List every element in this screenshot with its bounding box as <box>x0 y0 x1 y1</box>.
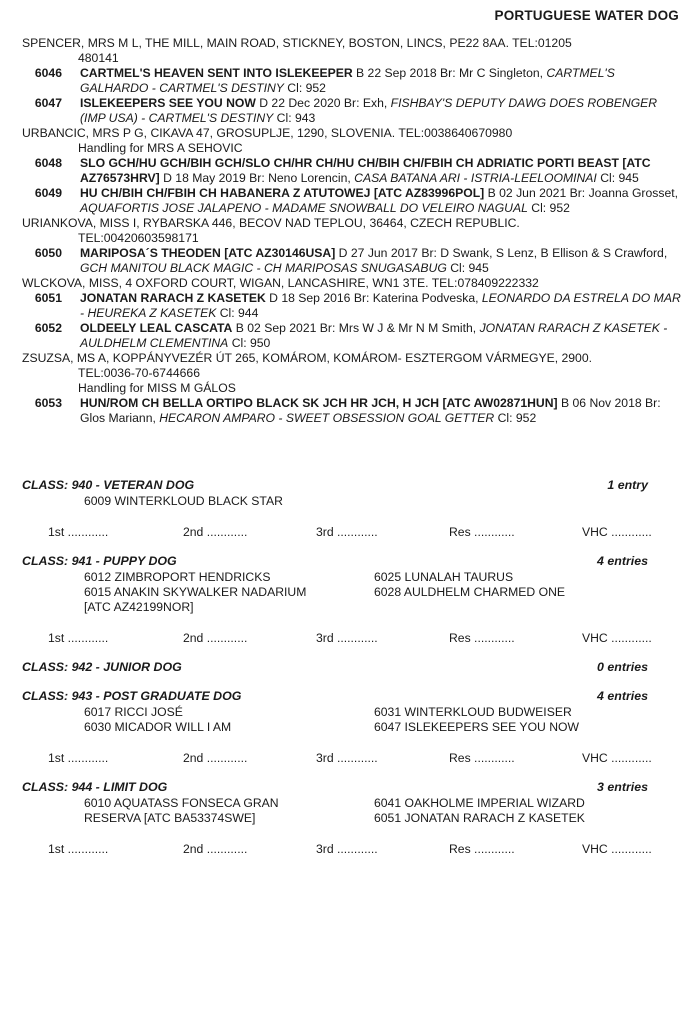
dog-class: Cl: 950 <box>228 336 271 350</box>
class-list <box>22 478 652 871</box>
dog-entry <box>22 396 682 426</box>
dog-pedigree: CASA BATANA ARI - ISTRIA-LEELOOMINAI <box>354 171 597 185</box>
placings-row <box>22 751 652 766</box>
placing-field: VHC ............ <box>582 525 652 539</box>
placing-field: VHC ............ <box>582 631 652 645</box>
class-title: CLASS: 942 - JUNIOR DOG <box>22 660 182 674</box>
class-entry: 6012 ZIMBROPORT HENDRICKS <box>84 570 271 584</box>
handling-note: Handling for MRS A SEHOVIC <box>78 141 243 155</box>
dog-name: SLO GCH/HU GCH/BIH GCH/SLO CH/HR CH/HU CH/BIH CH/FBIH CH ADRIATIC PORTI BEAST [ATC AZ76573HRV] <box>80 156 651 185</box>
owner-address: SPENCER, MRS M L, THE MILL, MAIN ROAD, STICKNEY, BOSTON, LINCS, PE22 8AA. TEL:01205 <box>22 36 572 50</box>
class-entry: RESERVA [ATC BA53374SWE] <box>84 811 256 825</box>
dog-name: CARTMEL'S HEAVEN SENT INTO ISLEKEEPER <box>80 66 353 80</box>
placing-field: VHC ............ <box>582 842 652 856</box>
dog-description <box>80 291 682 321</box>
exhibitor-block <box>22 276 682 351</box>
dog-details: D 27 Jun 2017 Br: D Swank, S Lenz, B Ellison & S Crawford, <box>335 246 668 260</box>
exhibitor-block <box>22 351 682 426</box>
placings-row <box>22 525 652 540</box>
class-entry: 6009 WINTERKLOUD BLACK STAR <box>84 494 283 508</box>
class-header <box>22 689 648 704</box>
owner-address: ZSUZSA, MS A, KOPPÁNYVEZÉR ÚT 265, KOMÁROM, KOMÁROM- ESZTERGOM VÁRMEGYE, 2900. <box>22 351 592 365</box>
catalogue-number: 6047 <box>34 96 62 110</box>
owner-address: WLCKOVA, MISS, 4 OXFORD COURT, WIGAN, LANCASHIRE, WN1 3TE. TEL:078409222332 <box>22 276 539 290</box>
class-title: CLASS: 944 - LIMIT DOG <box>22 780 168 794</box>
class-entry: 6017 RICCI JOSÉ <box>84 705 183 719</box>
breed-header: PORTUGUESE WATER DOG <box>494 8 679 23</box>
class-entry: 6015 ANAKIN SKYWALKER NADARIUM <box>84 585 307 599</box>
owner-address: URBANCIC, MRS P G, CIKAVA 47, GROSUPLJE, 1290, SLOVENIA. TEL:0038640670980 <box>22 126 513 140</box>
catalogue-number: 6050 <box>34 246 62 260</box>
dog-description <box>80 96 682 126</box>
dog-description <box>80 186 682 216</box>
dog-details: B 22 Sep 2018 Br: Mr C Singleton, <box>352 66 547 80</box>
dog-description <box>80 321 682 351</box>
class-block <box>22 478 652 540</box>
class-header <box>22 660 648 675</box>
dog-name: MARIPOSA´S THEODEN [ATC AZ30146USA] <box>80 246 336 260</box>
class-header <box>22 478 648 493</box>
placing-field: Res ............ <box>449 525 515 539</box>
entry-count: 4 entries <box>597 689 648 703</box>
entry-count: 3 entries <box>597 780 648 794</box>
handling-note: Handling for MISS M GÁLOS <box>78 381 236 395</box>
placing-field: Res ............ <box>449 751 515 765</box>
class-entries <box>22 494 648 509</box>
dog-class: Cl: 952 <box>283 81 326 95</box>
owner-address: URIANKOVA, MISS I, RYBARSKA 446, BECOV NAD TEPLOU, 36464, CZECH REPUBLIC. <box>22 216 520 230</box>
dog-details: B 06 Nov 2018 Br: Glos Mariann, <box>80 396 661 425</box>
class-block <box>22 689 652 766</box>
entry-count: 0 entries <box>597 660 648 674</box>
class-entry <box>374 494 644 509</box>
dog-pedigree: HECARON AMPARO - SWEET OBSESSION GOAL GETTER <box>159 411 495 425</box>
placing-field: Res ............ <box>449 842 515 856</box>
placing-field: 1st ............ <box>48 631 109 645</box>
dog-entry <box>22 321 682 351</box>
dog-name: HUN/ROM CH BELLA ORTIPO BLACK SK JCH HR JCH, H JCH [ATC AW02871HUN] <box>80 396 558 410</box>
dog-class: Cl: 952 <box>527 201 570 215</box>
class-entry: 6041 OAKHOLME IMPERIAL WIZARD <box>374 796 585 810</box>
placings-row <box>22 631 652 646</box>
class-entry: 6051 JONATAN RARACH Z KASETEK <box>374 811 585 825</box>
dog-description <box>80 246 682 276</box>
catalogue-number: 6049 <box>34 186 62 200</box>
placing-field: Res ............ <box>449 631 515 645</box>
dog-pedigree: AQUAFORTIS JOSE JALAPENO - MADAME SNOWBALL DO VELEIRO NAGUAL <box>80 201 528 215</box>
catalogue-number: 6052 <box>34 321 62 335</box>
class-header <box>22 554 648 569</box>
dog-pedigree: LEONARDO DA ESTRELA DO MAR - HEUREKA Z KASETEK <box>80 291 681 320</box>
dog-pedigree: GCH MANITOU BLACK MAGIC - CH MARIPOSAS SNUGASABUG <box>80 261 447 275</box>
class-block <box>22 780 652 857</box>
class-entry: 6047 ISLEKEEPERS SEE YOU NOW <box>374 720 580 734</box>
catalogue-number: 6053 <box>34 396 62 410</box>
dog-name: JONATAN RARACH Z KASETEK <box>80 291 266 305</box>
dog-class: Cl: 943 <box>273 111 316 125</box>
class-block <box>22 554 652 646</box>
class-entries <box>22 570 648 615</box>
placing-field: 2nd ............ <box>183 631 248 645</box>
dog-name: ISLEKEEPERS SEE YOU NOW <box>80 96 256 110</box>
exhibitor-block <box>22 126 682 216</box>
dog-entry <box>22 246 682 276</box>
dog-entry <box>22 156 682 186</box>
dog-pedigree: JONATAN RARACH Z KASETEK - AULDHELM CLEMENTINA <box>80 321 668 350</box>
placing-field: 2nd ............ <box>183 751 248 765</box>
dog-details: D 18 May 2019 Br: Neno Lorencin, <box>159 171 355 185</box>
dog-pedigree: FISHBAY'S DEPUTY DAWG DOES ROBENGER (IMP USA) - CARTMEL'S DESTINY <box>80 96 658 125</box>
owner-address: 480141 <box>78 51 119 65</box>
class-entry: 6010 AQUATASS FONSECA GRAN <box>84 796 279 810</box>
class-block <box>22 660 648 675</box>
class-entry: 6025 LUNALAH TAURUS <box>374 570 514 584</box>
dog-name: HU CH/BIH CH/FBIH CH HABANERA Z ATUTOWEJ [ATC AZ83996POL] <box>80 186 485 200</box>
placing-field: 2nd ............ <box>183 842 248 856</box>
exhibitor-block <box>22 36 682 126</box>
class-title: CLASS: 941 - PUPPY DOG <box>22 554 177 568</box>
dog-description <box>80 66 682 96</box>
dog-name: OLDEELY LEAL CASCATA <box>80 321 233 335</box>
dog-description <box>80 156 682 186</box>
entry-count: 1 entry <box>607 478 648 492</box>
catalogue-number: 6048 <box>34 156 62 170</box>
owner-address: TEL:00420603598171 <box>78 231 199 245</box>
class-entries <box>22 796 648 826</box>
dog-details: D 18 Sep 2016 Br: Katerina Podveska, <box>265 291 482 305</box>
dog-class: Cl: 944 <box>216 306 259 320</box>
dog-entry <box>22 66 682 96</box>
placings-row <box>22 842 652 857</box>
dog-class: Cl: 945 <box>596 171 639 185</box>
catalogue-number: 6046 <box>34 66 62 80</box>
placing-field: 3rd ............ <box>316 842 378 856</box>
class-title: CLASS: 940 - VETERAN DOG <box>22 478 195 492</box>
dog-class: Cl: 945 <box>446 261 489 275</box>
class-entry: 6030 MICADOR WILL I AM <box>84 720 232 734</box>
dog-class: Cl: 952 <box>494 411 537 425</box>
dog-description <box>80 396 682 426</box>
placing-field: 3rd ............ <box>316 525 378 539</box>
class-header <box>22 780 648 795</box>
dog-details: B 02 Sep 2021 Br: Mrs W J & Mr N M Smith, <box>232 321 480 335</box>
placing-field: 1st ............ <box>48 842 109 856</box>
entry-count: 4 entries <box>597 554 648 568</box>
class-entry: 6028 AULDHELM CHARMED ONE <box>374 585 565 599</box>
owner-address: TEL:0036-70-6744666 <box>78 366 200 380</box>
dog-pedigree: CARTMEL'S GALHARDO - CARTMEL'S DESTINY <box>80 66 615 95</box>
class-entry: [ATC AZ42199NOR] <box>84 600 194 614</box>
placing-field: 2nd ............ <box>183 525 248 539</box>
placing-field: 1st ............ <box>48 525 109 539</box>
class-entry: 6031 WINTERKLOUD BUDWEISER <box>374 705 572 719</box>
placing-field: VHC ............ <box>582 751 652 765</box>
dog-entry <box>22 186 682 216</box>
dog-entry <box>22 291 682 321</box>
class-entries <box>22 705 648 735</box>
placing-field: 1st ............ <box>48 751 109 765</box>
exhibitor-list <box>22 36 682 426</box>
catalogue-number: 6051 <box>34 291 62 305</box>
class-title: CLASS: 943 - POST GRADUATE DOG <box>22 689 242 703</box>
dog-entry <box>22 96 682 126</box>
placing-field: 3rd ............ <box>316 631 378 645</box>
placing-field: 3rd ............ <box>316 751 378 765</box>
dog-details: B 02 Jun 2021 Br: Joanna Grosset, <box>484 186 678 200</box>
exhibitor-block <box>22 216 682 276</box>
dog-details: D 22 Dec 2020 Br: Exh, <box>255 96 391 110</box>
class-entry <box>374 600 644 615</box>
